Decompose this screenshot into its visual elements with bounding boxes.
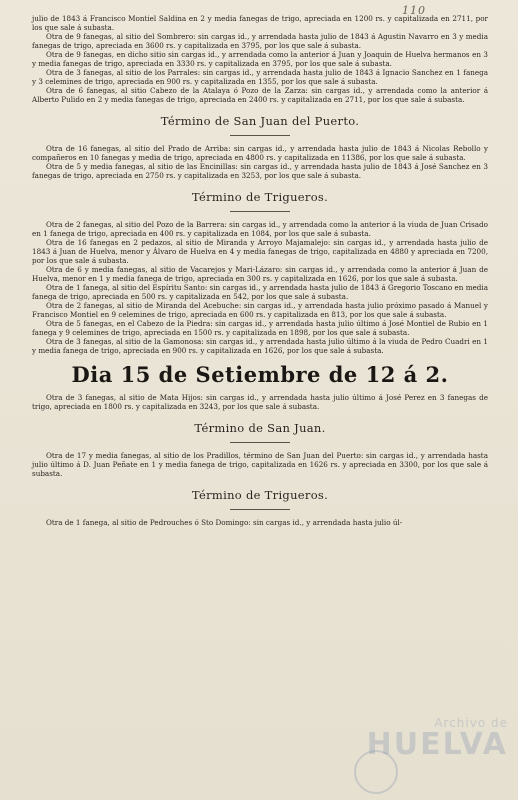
paragraph-group-2 (32, 144, 488, 180)
paragraph-group-5 (32, 451, 488, 478)
paragraph: Otra de 16 fanegas, al sitio del Prado de Arriba: sin cargas id., y arrendada hasta julio de 1843 á Nicolas Rebollo y compañeros en 10 fanegas y media de trigo, apreciada en 4800 rs. y capitalizada en 11386, por los que sale á subasta. (32, 144, 488, 162)
paragraph: Otra de 2 fanegas, al sitio del Pozo de la Barrera: sin cargas id., y arrendada como la anterior á la viuda de Juan Crisado en 1 fanega de trigo, apreciada en 400 rs. y capitalizada en 1084, por los que sale á subasta. (32, 220, 488, 238)
paragraph-group-1 (32, 14, 488, 104)
paragraph: julio de 1843 á Francisco Montiel Saldina en 2 y media fanegas de trigo, apreciada en 1200 rs. y capitalizada en 2711, por los que sale á subasta. (32, 14, 488, 32)
paragraph: Otra de 5 fanegas, en el Cabezo de la Piedra: sin cargas id., y arrendada hasta julio último á José Montiel de Rubio en 1 fanega y 9 celemines de trigo, apreciada en 1500 rs. y capitalizada en 1898, por los que sale á subasta. (32, 319, 488, 337)
paragraph: Otra de 17 y media fanegas, al sitio de los Pradillos, término de San Juan del Puerto: sin cargas id., y arrendada hasta julio último á D. Juan Peñate en 1 y media fanega de trigo, capitalizada en 1626 rs. y apreciada en 3300, por los que sale á subasta. (32, 451, 488, 478)
watermark-line-2: HUELVA (366, 727, 508, 762)
paragraph: Otra de 3 fanegas, al sitio de la Gamonosa: sin cargas id., y arrendada hasta julio último á la viuda de Pedro Cuadri en 1 y media fanega de trigo, apreciada en 900 rs. y capitalizada en 1626, por los que sale á subasta. (32, 337, 488, 355)
paragraph: Otra de 9 fanegas, al sitio del Sombrero: sin cargas id., y arrendada hasta julio de 1843 á Agustin Navarro en 3 y media fanegas de trigo, apreciada en 3600 rs. y capitalizada en 3795, por los que sale á subasta. (32, 32, 488, 50)
section-heading-trigueros: Término de Trigueros. (191, 190, 329, 204)
section-heading-trigueros-2: Término de Trigueros. (191, 488, 329, 502)
paragraph: Otra de 1 fanega, al sitio de Pedrouches ó Sto Domingo: sin cargas id., y arrendada hasta julio úl- (46, 518, 403, 527)
day-heading: Dia 15 de Setiembre de 12 á 2. (71, 362, 449, 387)
watermark-line-1: Archivo de (434, 716, 508, 730)
section-divider (230, 135, 290, 136)
paragraph: Otra de 3 fanegas, al sitio de Mata Hijos: sin cargas id., y arrendada hasta julio último á José Perez en 3 fanegas de trigo, apreciada en 1800 rs. y capitalizada en 3243, por los que sale á subasta. (32, 393, 488, 411)
paragraph: Otra de 9 fanegas, en dicho sitio sin cargas id., y arrendada como la anterior á Juan y Joaquin de Huelva hermanos en 3 y media fanegas de trigo, apreciada en 3330 rs. y capitalizada en 3795, por los que sale á subasta. (32, 50, 488, 68)
paragraph: Otra de 6 fanegas, al sitio Cabezo de la Atalaya ó Pozo de la Zarza: sin cargas id., y arrendada como la anterior á Alberto Pulido en 2 y media fanegas de trigo, apreciada en 2400 rs. y capitalizada en 2711, por los que sale á subasta. (32, 86, 488, 104)
archive-watermark (338, 716, 508, 760)
paragraph: Otra de 6 y media fanegas, al sitio de Vacarejos y Mari-Lázaro: sin cargas id., y arrendada como la anterior á Juan de Huelva, menor en 1 y media fanega de trigo, apreciada en 300 rs. y capitalizada en 1626, por los que sale á subasta. (32, 265, 488, 283)
paragraph-group-6 (32, 518, 488, 527)
paragraph: Otra de 5 y media fanegas, al sitio de las Encinillas: sin cargas id., y arrendada hasta julio de 1843 á José Sanchez en 3 fanegas de trigo, apreciada en 2750 rs. y capitalizada en 3253, por los que sale á subasta. (32, 162, 488, 180)
section-heading-san-juan: Término de San Juan. (194, 421, 326, 435)
section-divider (230, 442, 290, 443)
paragraph-group-3 (32, 220, 488, 355)
section-divider (230, 211, 290, 212)
paragraph: Otra de 16 fanegas en 2 pedazos, al sitio de Miranda y Arroyo Majamalejo: sin cargas id., y arrendada hasta julio de 1843 á Juan de Huelva, menor y Álvaro de Huelva en 4 y media fanegas de trigo, capitalizada en 4880 y apreciada en 7200, por los que sale á subasta. (32, 238, 488, 265)
handwritten-page-number: 110 (402, 4, 426, 17)
paragraph: Otra de 1 fanega, al sitio del Espíritu Santo: sin cargas id., y arrendada hasta julio de 1843 á Gregorio Toscano en media fanega de trigo, apreciada en 500 rs. y capitalizada en 542, por los que sale á subasta. (32, 283, 488, 301)
section-heading-san-juan-del-puerto: Término de San Juan del Puerto. (160, 114, 360, 128)
section-divider (230, 509, 290, 510)
paragraph-group-4 (32, 393, 488, 411)
paragraph: Otra de 3 fanegas, al sitio de los Parrales: sin cargas id., y arrendada hasta julio de 1843 á Ignacio Sanchez en 1 fanega y 3 celemines de trigo, apreciada en 900 rs. y capitalizada en 1355, por los que sale á subasta. (32, 68, 488, 86)
paragraph: Otra de 2 fanegas, al sitio de Miranda del Acebuche: sin cargas id., y arrendada hasta julio próximo pasado á Manuel y Francisco Montiel en 9 celemines de trigo, apreciada en 600 rs. y capitalizada en 813, por los que sale á subasta. (32, 301, 488, 319)
